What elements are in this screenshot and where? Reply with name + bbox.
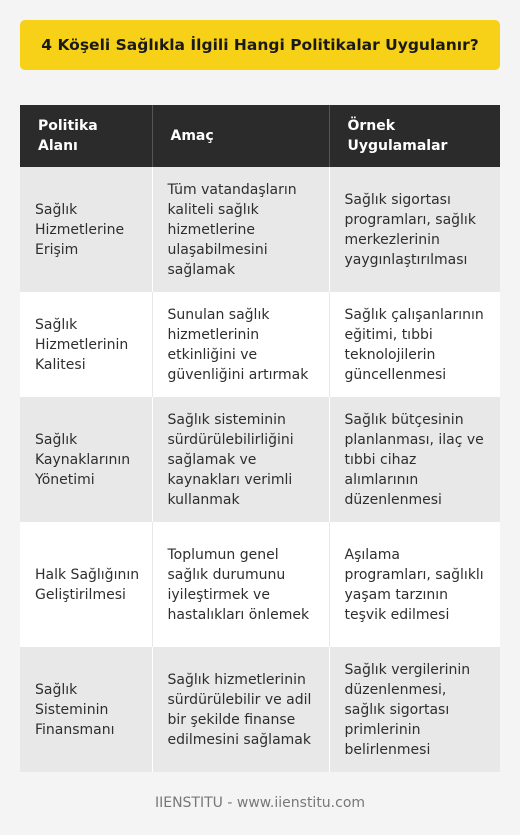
table-row: [20, 167, 500, 292]
table-row: [20, 647, 500, 772]
cell-purpose: Sunulan sağlık hizmetlerinin etkinliğini ve güvenliğini artırmak: [152, 292, 329, 397]
table-header-row: [20, 105, 500, 167]
column-header-purpose: Amaç: [152, 105, 329, 167]
cell-policy-area: Sağlık Hizmetlerinin Kalitesi: [20, 292, 152, 397]
cell-purpose: Toplumun genel sağlık durumunu iyileştirmek ve hastalıkları önlemek: [152, 522, 329, 647]
policy-table: [20, 105, 500, 772]
cell-examples: Sağlık bütçesinin planlanması, ilaç ve tıbbi cihaz alımlarının düzenlenmesi: [329, 397, 500, 522]
table-row: [20, 522, 500, 647]
cell-purpose: Sağlık hizmetlerinin sürdürülebilir ve adil bir şekilde finanse edilmesini sağlamak: [152, 647, 329, 772]
table-row: [20, 397, 500, 522]
table-row: [20, 292, 500, 397]
cell-policy-area: Sağlık Sisteminin Finansmanı: [20, 647, 152, 772]
cell-purpose: Tüm vatandaşların kaliteli sağlık hizmetlerine ulaşabilmesini sağlamak: [152, 167, 329, 292]
cell-policy-area: Halk Sağlığının Geliştirilmesi: [20, 522, 152, 647]
cell-policy-area: Sağlık Hizmetlerine Erişim: [20, 167, 152, 292]
title-banner: [20, 20, 500, 70]
page-title: 4 Köşeli Sağlıkla İlgili Hangi Politikalar Uygulanır?: [41, 36, 479, 54]
cell-examples: Sağlık çalışanlarının eğitimi, tıbbi teknolojilerin güncellenmesi: [329, 292, 500, 397]
column-header-examples: Örnek Uygulamalar: [329, 105, 500, 167]
footer-credit: IIENSTITU - www.iienstitu.com: [154, 795, 366, 811]
cell-examples: Aşılama programları, sağlıklı yaşam tarzının teşvik edilmesi: [329, 522, 500, 647]
cell-examples: Sağlık sigortası programları, sağlık merkezlerinin yaygınlaştırılması: [329, 167, 500, 292]
column-header-policy-area: Politika Alanı: [20, 105, 152, 167]
cell-purpose: Sağlık sisteminin sürdürülebilirliğini sağlamak ve kaynakları verimli kullanmak: [152, 397, 329, 522]
cell-examples: Sağlık vergilerinin düzenlenmesi, sağlık sigortası primlerinin belirlenmesi: [329, 647, 500, 772]
cell-policy-area: Sağlık Kaynaklarının Yönetimi: [20, 397, 152, 522]
